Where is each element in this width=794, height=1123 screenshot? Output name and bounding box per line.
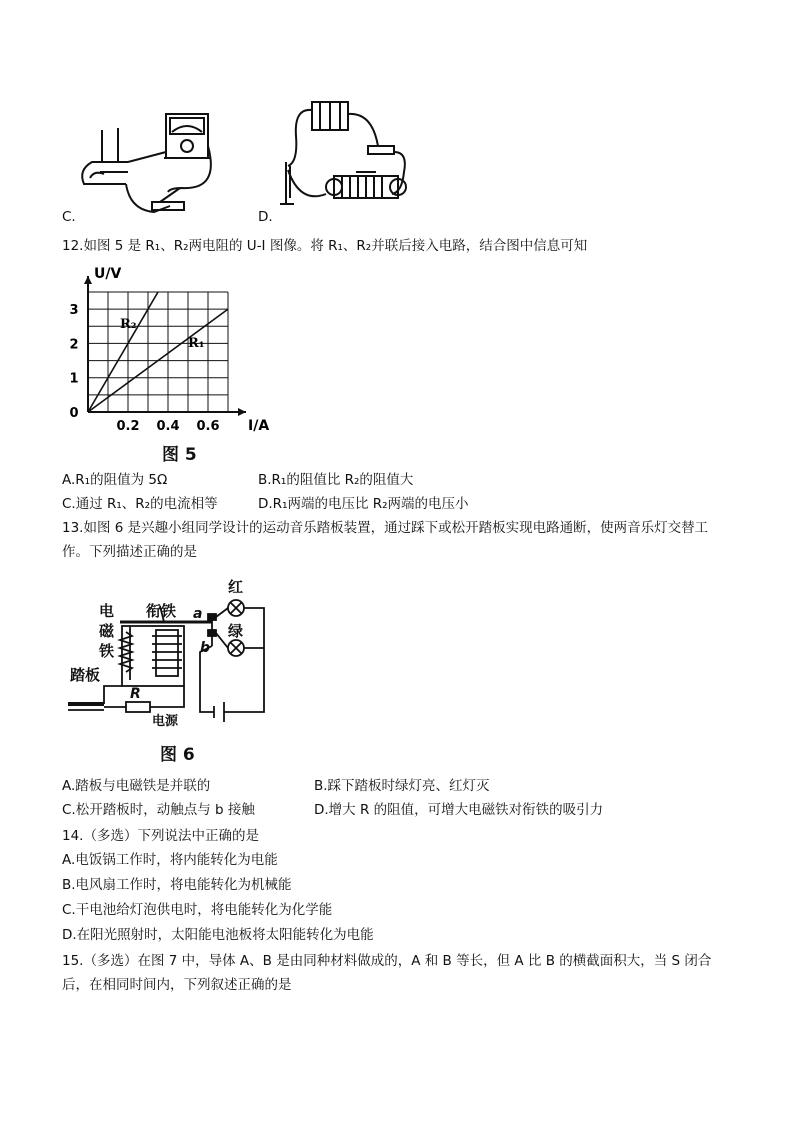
- q13-option-d: D.增大 R 的阻值，可增大电磁铁对衔铁的吸引力: [314, 802, 604, 818]
- q15-stem-line2: 后，在相同时间内，下列叙述正确的是: [62, 977, 292, 993]
- q14-option-d: D.在阳光照射时，太阳能电池板将太阳能转化为电能: [62, 927, 374, 943]
- x-axis-arrow: [238, 408, 246, 416]
- q12-option-d: D.R₁两端的电压比 R₂两端的电压小: [258, 496, 469, 512]
- q13-option-b: B.踩下踏板时绿灯亮、红灯灭: [314, 778, 490, 794]
- y-tick-label: 0: [69, 406, 79, 421]
- power-label: 电源: [152, 714, 179, 729]
- figure-5-caption: 图 5: [162, 445, 197, 465]
- y-tick-label: 2: [69, 337, 79, 353]
- y-axis-label: U/V: [94, 266, 122, 282]
- figure-6-circuit: [64, 576, 274, 722]
- pedal-label: 踏板: [70, 666, 101, 684]
- x-axis-label: I/A: [248, 418, 270, 434]
- option-c-label: C.: [62, 209, 76, 225]
- q14-option-a: A.电饭锅工作时，将内能转化为电能: [62, 852, 278, 868]
- option-d-label: D.: [258, 209, 273, 225]
- x-tick-label: 0.2: [116, 419, 140, 434]
- contact-b-label: b: [200, 640, 211, 656]
- figure-6-caption: 图 6: [160, 745, 195, 765]
- ui-chart: [60, 262, 270, 442]
- q13-option-c: C.松开踏板时，动触点与 b 接触: [62, 802, 255, 818]
- q13-stem-line1: 13.如图 6 是兴趣小组同学设计的运动音乐踏板装置，通过踩下或松开踏板实现电路通断，使两音乐灯交替工: [62, 520, 709, 536]
- y-tick-label: 3: [69, 303, 79, 319]
- series-label-r1: R₁: [188, 335, 205, 351]
- electromagnet-label-1: 电: [99, 602, 115, 620]
- q14-option-b: B.电风扇工作时，将电能转化为机械能: [62, 877, 292, 893]
- option-c-figure: [70, 100, 250, 220]
- option-d-figure: [276, 96, 426, 216]
- q12-stem: 12.如图 5 是 R₁、R₂两电阻的 U-I 图像。将 R₁、R₂并联后接入电路，结合图中信息可知: [62, 238, 588, 254]
- electromagnet-label-2: 磁: [99, 622, 115, 640]
- q12-option-a: A.R₁的阻值为 5Ω: [62, 472, 168, 488]
- x-tick-label: 0.6: [196, 419, 220, 434]
- electromagnet-label-3: 铁: [99, 642, 115, 660]
- q15-stem-line1: 15.（多选）在图 7 中，导体 A、B 是由同种材料做成的，A 和 B 等长，但 A 比 B 的横截面积大，当 S 闭合: [62, 953, 712, 969]
- q12-option-c: C.通过 R₁、R₂的电流相等: [62, 496, 218, 512]
- q13-option-a: A.踏板与电磁铁是并联的: [62, 778, 211, 794]
- q13-stem-line2: 作。下列描述正确的是: [62, 544, 197, 560]
- q14-stem: 14.（多选）下列说法中正确的是: [62, 828, 259, 844]
- resistor-label: R: [130, 686, 141, 702]
- q14-option-c: C.干电池给灯泡供电时，将电能转化为化学能: [62, 902, 333, 918]
- green-lamp-label: 绿: [228, 622, 244, 640]
- armature-label: 衔铁: [146, 602, 177, 620]
- x-tick-label: 0.4: [156, 419, 180, 434]
- red-lamp-label: 红: [228, 578, 244, 596]
- y-axis-arrow: [84, 276, 92, 284]
- q12-option-b: B.R₁的阻值比 R₂的阻值大: [258, 472, 414, 488]
- y-tick-label: 1: [69, 371, 79, 387]
- contact-a-label: a: [193, 606, 203, 622]
- series-label-r2: R₂: [120, 317, 137, 332]
